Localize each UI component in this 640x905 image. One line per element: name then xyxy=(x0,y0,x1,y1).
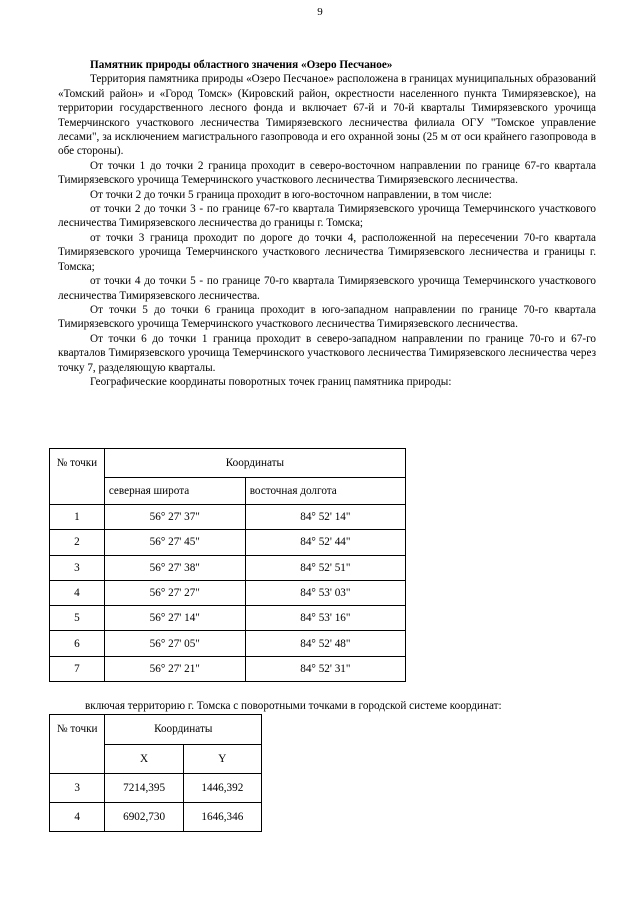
table-row xyxy=(50,606,406,631)
geo-coordinates-table xyxy=(49,448,406,682)
table-row xyxy=(50,505,406,530)
section-title: Памятник природы областного значения «Озеро Песчаное» xyxy=(90,59,393,71)
y-header: Y xyxy=(183,744,261,774)
longitude-header: восточная долгота xyxy=(245,478,405,505)
y-value: 1446,392 xyxy=(183,774,261,803)
paragraph: От точки 6 до точки 1 граница проходит в северо-западном направлении по границе 70-го и 67-го кварталов Тимирязевского урочища Темерчинского участкового лесничества Тимирязевского лесничества через точку 7, разделяющую кварталы. xyxy=(58,332,596,374)
paragraph: От точки 1 до точки 2 граница проходит в северо-восточном направлении по границе 67-го квартала Тимирязевского урочища Темерчинского участкового лесничества Тимирязевского лесничества. xyxy=(58,159,596,187)
paragraph: от точки 4 до точки 5 - по границе 70-го квартала Тимирязевского урочища Темерчинского участкового лесничества Тимирязевского лесничества. xyxy=(58,275,596,302)
paragraph: от точки 3 граница проходит по дороге до точки 4, расположенной на пересечении 70-го квартала Тимирязевского урочища Темерчинского участкового лесничества Тимирязевского лесничества и границы г. Томска; xyxy=(58,231,596,273)
latitude-header: северная широта xyxy=(104,478,245,505)
point-number: 2 xyxy=(50,530,105,555)
table-row xyxy=(50,555,406,580)
longitude-value: 84° 52' 51" xyxy=(245,555,405,580)
coordinates-header: Координаты xyxy=(104,449,405,478)
table-row xyxy=(50,530,406,555)
longitude-value: 84° 53' 16" xyxy=(245,606,405,631)
point-number-header: № точки xyxy=(50,449,105,505)
latitude-value: 56° 27' 14" xyxy=(104,606,245,631)
longitude-value: 84° 53' 03" xyxy=(245,580,405,605)
point-number: 3 xyxy=(50,555,105,580)
paragraph: от точки 2 до точки 3 - по границе 67-го квартала Тимирязевского урочища Темерчинского участкового лесничества Тимирязевского лесничества до границы г. Томска; xyxy=(58,203,596,230)
point-number: 4 xyxy=(50,580,105,605)
x-value: 6902,730 xyxy=(105,803,183,832)
table-row xyxy=(50,580,406,605)
table-row xyxy=(50,803,262,832)
point-number: 4 xyxy=(50,803,105,832)
longitude-value: 84° 52' 44" xyxy=(245,530,405,555)
table-caption-city: включая территорию г. Томска с поворотными точками в городской системе координат: xyxy=(85,700,502,712)
point-number: 1 xyxy=(50,505,105,530)
latitude-value: 56° 27' 05" xyxy=(104,631,245,656)
document-body xyxy=(58,58,596,389)
point-number: 3 xyxy=(50,774,105,803)
point-number-header: № точки xyxy=(50,715,105,774)
latitude-value: 56° 27' 21" xyxy=(104,656,245,681)
latitude-value: 56° 27' 38" xyxy=(104,555,245,580)
point-number: 5 xyxy=(50,606,105,631)
longitude-value: 84° 52' 48" xyxy=(245,631,405,656)
city-coordinates-table xyxy=(49,714,262,832)
table-row xyxy=(50,656,406,681)
latitude-value: 56° 27' 45" xyxy=(104,530,245,555)
table-row xyxy=(50,774,262,803)
table-row xyxy=(50,631,406,656)
longitude-value: 84° 52' 31" xyxy=(245,656,405,681)
point-number: 7 xyxy=(50,656,105,681)
longitude-value: 84° 52' 14" xyxy=(245,505,405,530)
paragraph: Территория памятника природы «Озеро Песчаное» расположена в границах муниципальных образований «Томский район» и «Город Томск» (Кировский район, окрестности населенного пункта Тимирязевское), на территории государственного лесного фонда и включает 67-й и 70-й кварталы Тимирязевского урочища Темерчинского участкового лесничества Тимирязевского лесничества филиала ОГУ "Томское управление лесами", за исключением магистрального газопровода и его охранной зоны (25 м от оси крайнего газопровода в обе стороны). xyxy=(58,73,596,158)
x-value: 7214,395 xyxy=(105,774,183,803)
table-caption: Географические координаты поворотных точек границ памятника природы: xyxy=(90,375,452,388)
latitude-value: 56° 27' 27" xyxy=(104,580,245,605)
latitude-value: 56° 27' 37" xyxy=(104,505,245,530)
page-number: 9 xyxy=(317,6,323,18)
coordinates-header: Координаты xyxy=(105,715,262,745)
paragraph: От точки 5 до точки 6 граница проходит в юго-западном направлении по границе 70-го квартала Тимирязевского урочища Темерчинского участкового лесничества Тимирязевского лесничества. xyxy=(58,303,596,331)
y-value: 1646,346 xyxy=(183,803,261,832)
paragraph: От точки 2 до точки 5 граница проходит в юго-восточном направлении, в том числе: xyxy=(90,188,492,201)
x-header: X xyxy=(105,744,183,774)
point-number: 6 xyxy=(50,631,105,656)
